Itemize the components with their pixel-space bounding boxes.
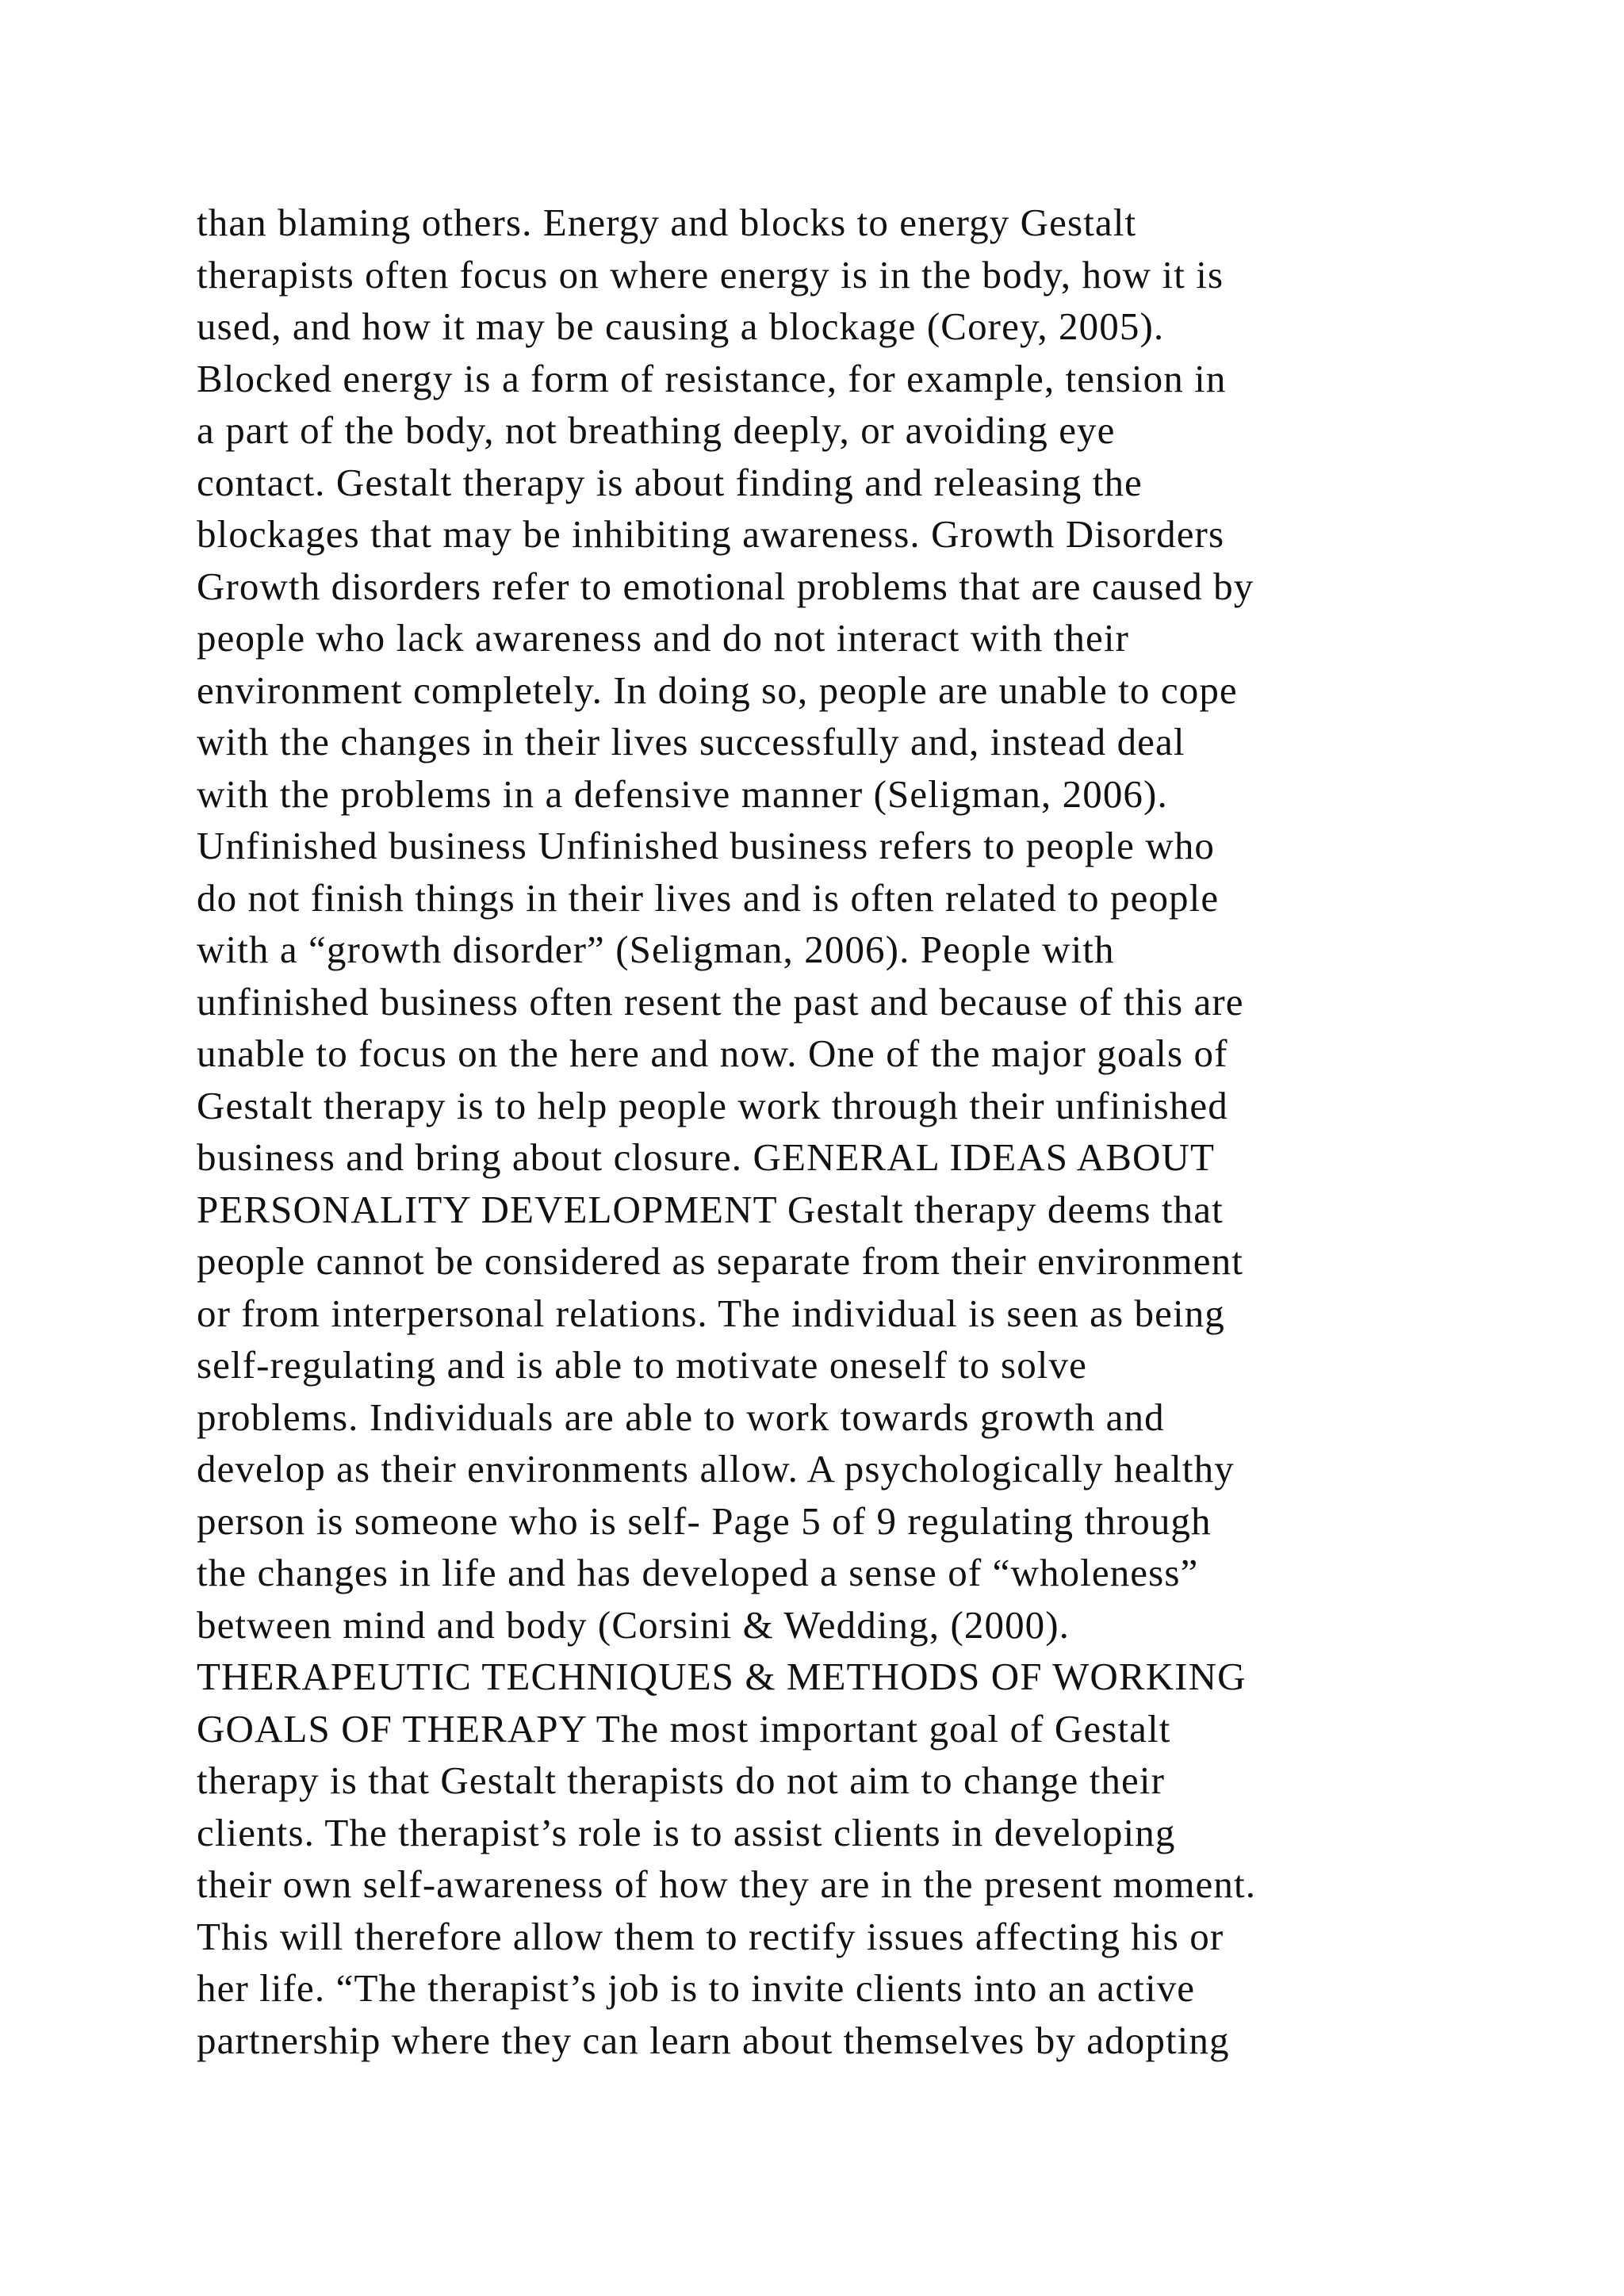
text-line: or from interpersonal relations. The individual is seen as being — [197, 1291, 1225, 1335]
text-line: unable to focus on the here and now. One of the major goals of — [197, 1031, 1228, 1075]
text-line: This will therefore allow them to rectify issues affecting his or — [197, 1914, 1224, 1958]
text-line: environment completely. In doing so, people are unable to cope — [197, 668, 1238, 712]
text-line: blockages that may be inhibiting awareness. Growth Disorders — [197, 512, 1225, 556]
text-line: between mind and body (Corsini & Wedding, (2000). — [197, 1602, 1071, 1647]
text-line: do not finish things in their lives and is often related to people — [197, 875, 1220, 920]
text-line: business and bring about closure. GENERAL IDEAS ABOUT — [197, 1135, 1216, 1179]
text-line: her life. “The therapist’s job is to invite clients into an active — [197, 1966, 1196, 2010]
text-line: partnership where they can learn about themselves by adopting — [197, 2018, 1230, 2062]
text-line: person is someone who is self- Page 5 of 9 regulating through — [197, 1498, 1212, 1543]
text-line: their own self-awareness of how they are in the present moment. — [197, 1862, 1257, 1906]
text-line: PERSONALITY DEVELOPMENT Gestalt therapy deems that — [197, 1187, 1224, 1231]
text-line: than blaming others. Energy and blocks to energy Gestalt — [197, 201, 1137, 244]
text-line: Growth disorders refer to emotional problems that are caused by — [197, 564, 1254, 608]
text-line: unfinished business often resent the past and because of this are — [197, 979, 1244, 1024]
text-line: GOALS OF THERAPY The most important goal of Gestalt — [197, 1706, 1171, 1751]
text-line: with the problems in a defensive manner (Seligman, 2006). — [197, 771, 1168, 816]
text-line: self-regulating and is able to motivate oneself to solve — [197, 1343, 1087, 1387]
text-line: with the changes in their lives successfully and, instead deal — [197, 720, 1185, 763]
text-line: develop as their environments allow. A psychologically healthy — [197, 1447, 1235, 1490]
text-line: a part of the body, not breathing deeply, or avoiding eye — [197, 408, 1116, 452]
text-line: contact. Gestalt therapy is about finding and releasing the — [197, 460, 1143, 504]
text-line: therapy is that Gestalt therapists do not aim to change their — [197, 1758, 1166, 1802]
text-line: therapists often focus on where energy is in the body, how it is — [197, 252, 1224, 297]
text-line: people who lack awareness and do not interact with their — [197, 616, 1129, 660]
text-line: people cannot be considered as separate from their environment — [197, 1239, 1243, 1283]
text-line: problems. Individuals are able to work towards growth and — [197, 1395, 1165, 1439]
body-text — [197, 197, 1465, 2066]
text-line: the changes in life and has developed a sense of “wholeness” — [197, 1551, 1199, 1594]
text-line: clients. The therapist’s role is to assist clients in developing — [197, 1810, 1176, 1854]
text-line: THERAPEUTIC TECHNIQUES & METHODS OF WORKING — [197, 1655, 1247, 1698]
text-line: Unfinished business Unfinished business refers to people who — [197, 824, 1216, 867]
text-line: Gestalt therapy is to help people work through their unfinished — [197, 1083, 1228, 1127]
text-line: with a “growth disorder” (Seligman, 2006). People with — [197, 928, 1115, 971]
text-line: used, and how it may be causing a blockage (Corey, 2005). — [197, 304, 1165, 348]
text-line: Blocked energy is a form of resistance, for example, tension in — [197, 356, 1227, 400]
